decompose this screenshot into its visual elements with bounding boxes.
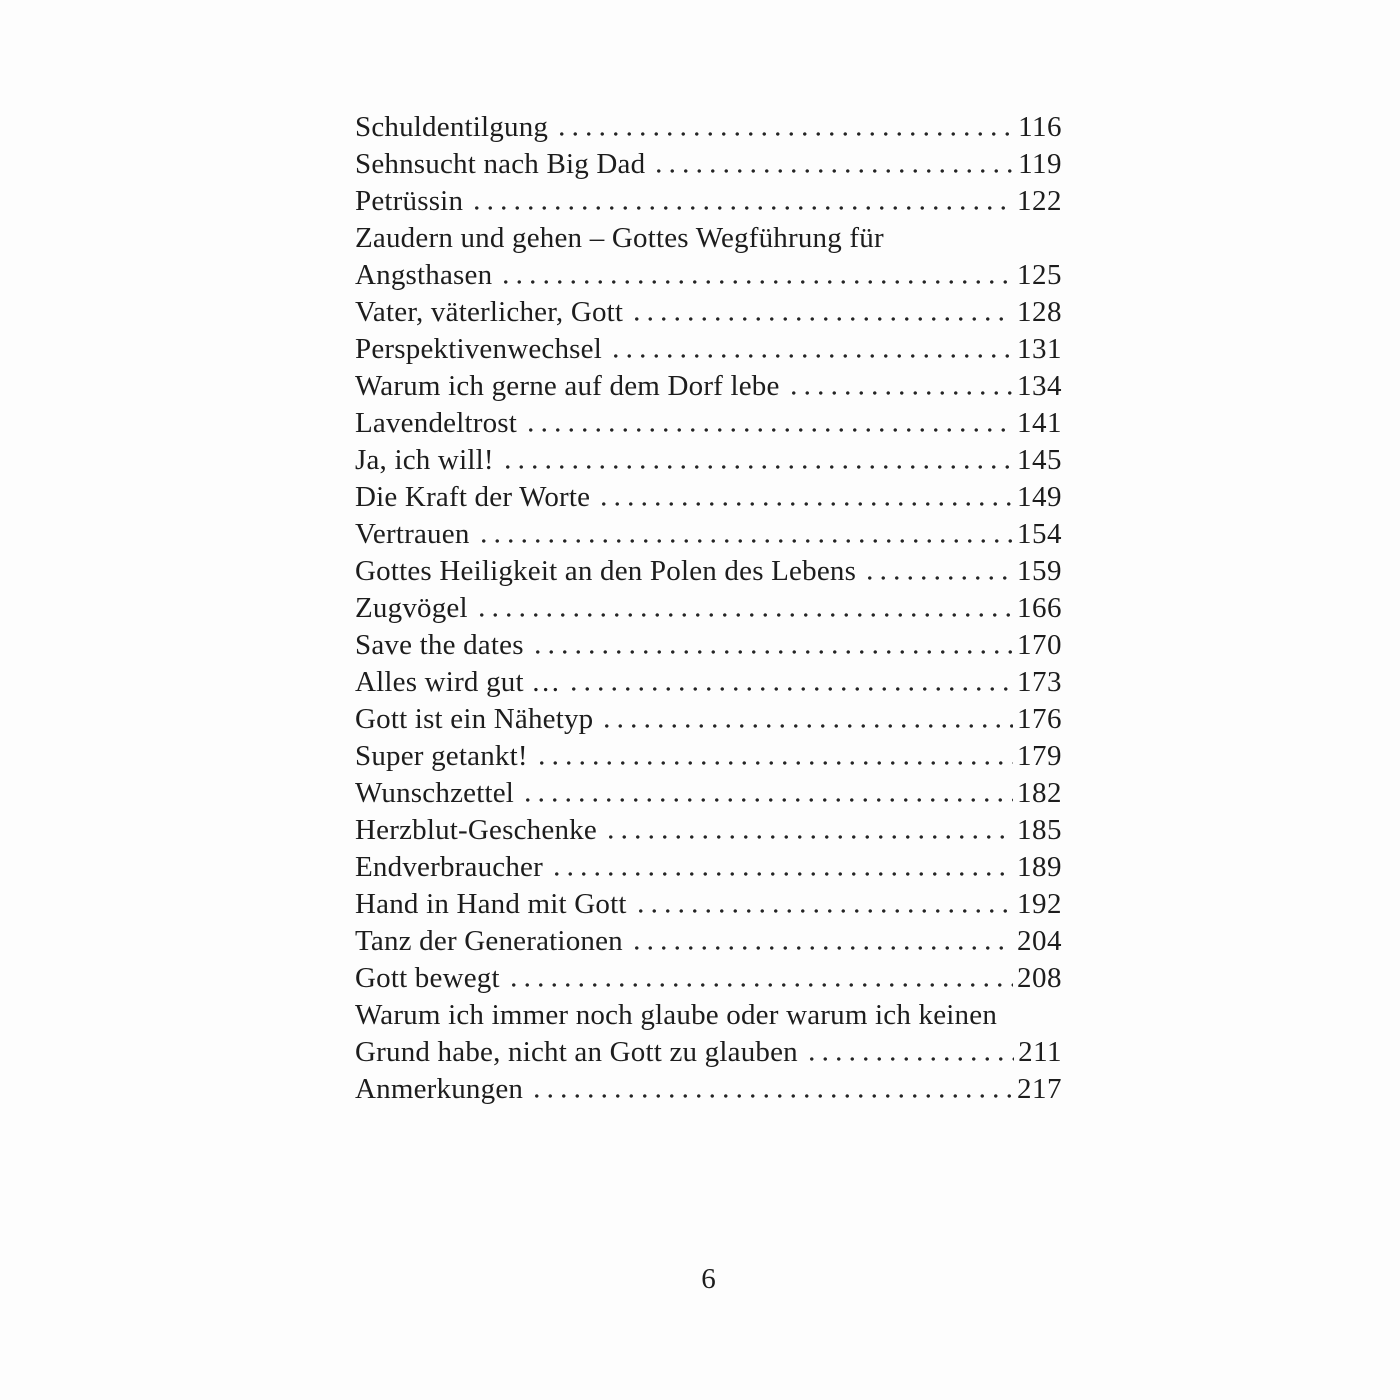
dot-leader: [550, 849, 1013, 886]
dot-leader: [535, 738, 1013, 775]
dot-leader: [555, 109, 1014, 146]
toc-entry-title: Super getankt!: [355, 740, 528, 772]
toc-entry-page: 185: [1017, 814, 1062, 846]
toc-entry-line: [355, 516, 1062, 553]
toc-entry-line: [355, 405, 1062, 442]
page-number: 6: [701, 1263, 716, 1295]
toc-entry-line: [355, 1034, 1062, 1071]
dot-leader: [863, 553, 1013, 590]
toc-entry-title: Herzblut-Geschenke: [355, 814, 597, 846]
toc-entry-page: 141: [1017, 407, 1062, 439]
toc-entry-page: 179: [1017, 740, 1062, 772]
toc-entry-page: 131: [1017, 333, 1062, 365]
dot-leader: [501, 442, 1013, 479]
dot-leader: [521, 775, 1013, 812]
toc-entry-title: Schuldentilgung: [355, 111, 549, 143]
dot-leader: [604, 812, 1013, 849]
toc-entry-title: Endverbraucher: [355, 851, 543, 883]
toc-entry-line: [355, 923, 1062, 960]
toc-entry-line: [355, 627, 1062, 664]
toc-entry-page: 134: [1017, 370, 1062, 402]
dot-leader: [600, 701, 1013, 738]
toc-entry-line: [355, 331, 1062, 368]
toc-entry-title: Angsthasen: [355, 259, 493, 291]
toc-entry-line: [355, 109, 1062, 146]
toc-entry-title: Tanz der Generationen: [355, 925, 623, 957]
toc-entry-line: [355, 849, 1062, 886]
toc-entry-page: 208: [1017, 962, 1062, 994]
toc-entry-line: [355, 146, 1062, 183]
toc-entry-line: [355, 664, 1062, 701]
dot-leader: [805, 1034, 1014, 1071]
toc-entry-page: 116: [1018, 111, 1062, 143]
toc-entry-line: [355, 294, 1062, 331]
toc-entry-page: 173: [1017, 666, 1062, 698]
toc-entry-title: Zaudern und gehen – Gottes Wegführung für: [355, 222, 884, 254]
toc-entry-page: 149: [1017, 481, 1062, 513]
toc-entry-title: Zugvögel: [355, 592, 468, 624]
toc-list: [355, 109, 1062, 1108]
toc-entry-page: 145: [1017, 444, 1062, 476]
toc-entry-title: Save the dates: [355, 629, 524, 661]
toc-entry-title: Gottes Heiligkeit an den Polen des Lebens: [355, 555, 857, 587]
toc-entry-page: 192: [1017, 888, 1062, 920]
dot-leader: [787, 368, 1013, 405]
toc-entry-title: Lavendeltrost: [355, 407, 518, 439]
toc-entry-title: Ja, ich will!: [355, 444, 494, 476]
toc-entry-line: [355, 257, 1062, 294]
toc-entry-page: 176: [1017, 703, 1062, 735]
toc-entry-line: [355, 775, 1062, 812]
dot-leader: [524, 405, 1013, 442]
toc-entry-line: [355, 183, 1062, 220]
toc-entry-page: 119: [1018, 148, 1062, 180]
toc-entry-page: 154: [1017, 518, 1062, 550]
toc-entry-title: Vertrauen: [355, 518, 470, 550]
toc-entry-line: [355, 960, 1062, 997]
toc-entry-page: 125: [1017, 259, 1062, 291]
toc-entry-title: Gott ist ein Nähetyp: [355, 703, 594, 735]
toc-entry-line: [355, 701, 1062, 738]
toc-entry-title: Alles wird gut …: [355, 666, 561, 698]
dot-leader: [531, 627, 1013, 664]
toc-entry-page: 166: [1017, 592, 1062, 624]
toc-entry-title: Grund habe, nicht an Gott zu glauben: [355, 1036, 798, 1068]
toc-entry-title: Warum ich immer noch glaube oder warum ich keinen: [355, 999, 998, 1031]
toc-entry-line: [355, 812, 1062, 849]
toc-entry-line: [355, 479, 1062, 516]
toc-entry-line: [355, 886, 1062, 923]
toc-entry-line: [355, 442, 1062, 479]
toc-entry-page: 217: [1017, 1073, 1062, 1105]
dot-leader: [630, 294, 1013, 331]
toc-entry-page: 122: [1017, 185, 1062, 217]
toc-entry-line: [355, 220, 1062, 257]
toc-entry-page: 211: [1018, 1036, 1062, 1068]
dot-leader: [507, 960, 1013, 997]
dot-leader: [652, 146, 1014, 183]
dot-leader: [499, 257, 1013, 294]
toc-entry-page: 128: [1017, 296, 1062, 328]
dot-leader: [530, 1071, 1013, 1108]
toc-entry-page: 204: [1017, 925, 1062, 957]
toc-entry-title: Perspektivenwechsel: [355, 333, 603, 365]
toc-entry-page: 189: [1017, 851, 1062, 883]
toc-entry-title: Hand in Hand mit Gott: [355, 888, 627, 920]
toc-entry-line: [355, 738, 1062, 775]
dot-leader: [470, 183, 1013, 220]
toc-entry-line: [355, 553, 1062, 590]
dot-leader: [597, 479, 1013, 516]
toc-entry-title: Gott bewegt: [355, 962, 500, 994]
toc-entry-title: Anmerkungen: [355, 1073, 524, 1105]
toc-entry-title: Wunschzettel: [355, 777, 515, 809]
toc-entry-page: 159: [1017, 555, 1062, 587]
dot-leader: [630, 923, 1013, 960]
dot-leader: [475, 590, 1013, 627]
toc-entry-line: [355, 1071, 1062, 1108]
dot-leader: [634, 886, 1013, 923]
toc-entry-line: [355, 590, 1062, 627]
toc-entry-page: 182: [1017, 777, 1062, 809]
dot-leader: [609, 331, 1013, 368]
toc-entry-line: [355, 997, 1062, 1034]
toc-entry-title: Vater, väterlicher, Gott: [355, 296, 624, 328]
toc-entry-title: Die Kraft der Worte: [355, 481, 591, 513]
toc-entry-page: 170: [1017, 629, 1062, 661]
dot-leader: [567, 664, 1013, 701]
toc-entry-title: Warum ich gerne auf dem Dorf lebe: [355, 370, 780, 402]
toc-entry-line: [355, 368, 1062, 405]
toc-entry-title: Petrüssin: [355, 185, 464, 217]
toc-entry-title: Sehnsucht nach Big Dad: [355, 148, 646, 180]
dot-leader: [477, 516, 1013, 553]
